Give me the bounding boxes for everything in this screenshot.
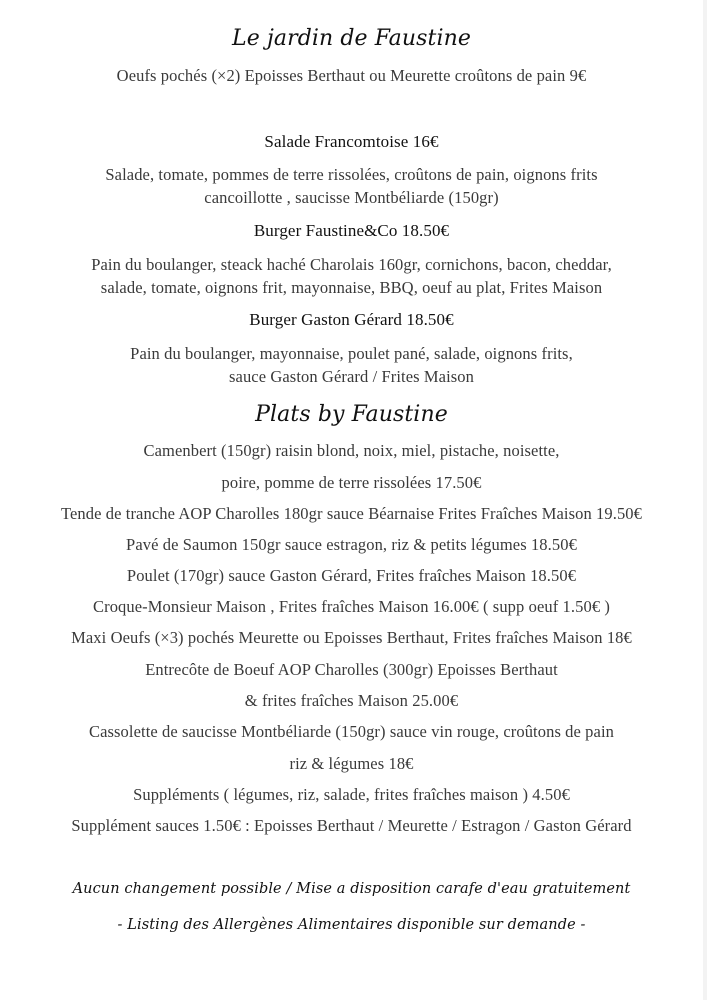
plat-line: Supplément sauces 1.50€ : Epoisses Berthaut / Meurette / Estragon / Gaston Gérard — [71, 816, 632, 835]
plat-line: Tende de tranche AOP Charolles 180gr sauce Béarnaise Frites Fraîches Maison 19.50€ — [60, 504, 643, 523]
dish-desc-burger-faustine-1: Pain du boulanger, steack haché Charolais 160gr, cornichons, bacon, cheddar, — [91, 255, 612, 274]
plat-line: Croque-Monsieur Maison , Frites fraîches Maison 16.00€ ( supp oeuf 1.50€ ) — [93, 597, 610, 616]
dish-desc-burger-gaston-2: sauce Gaston Gérard / Frites Maison — [229, 367, 474, 386]
dish-desc-burger-faustine-2: salade, tomate, oignons frit, mayonnaise, BBQ, oeuf au plat, Frites Maison — [100, 278, 603, 297]
dish-desc-burger-gaston-1: Pain du boulanger, mayonnaise, poulet pané, salade, oignons frits, — [130, 344, 573, 363]
footer-note-allergens: - Listing des Allergènes Alimentaires disponible sur demande - — [117, 917, 586, 933]
plat-line: Cassolette de saucisse Montbéliarde (150gr) sauce vin rouge, croûtons de pain — [88, 722, 614, 741]
plat-line: & frites fraîches Maison 25.00€ — [244, 691, 459, 710]
intro-line: Oeufs pochés (×2) Epoisses Berthaut ou Meurette croûtons de pain 9€ — [116, 66, 587, 85]
plat-line: Poulet (170gr) sauce Gaston Gérard, Frites fraîches Maison 18.50€ — [126, 566, 577, 585]
plat-line: Pavé de Saumon 150gr sauce estragon, riz & petits légumes 18.50€ — [126, 535, 577, 554]
plat-line: Suppléments ( légumes, riz, salade, frites fraîches maison ) 4.50€ — [133, 785, 570, 804]
plat-line: Entrecôte de Boeuf AOP Charolles (300gr) Epoisses Berthaut — [145, 660, 558, 679]
dish-name-burger-gaston: Burger Gaston Gérard 18.50€ — [249, 310, 454, 329]
page-edge — [703, 0, 707, 1000]
dish-desc-salade-1: Salade, tomate, pommes de terre rissolées, croûtons de pain, oignons frits — [105, 165, 598, 184]
plat-line: Maxi Oeufs (×3) pochés Meurette ou Epoisses Berthaut, Frites fraîches Maison 18€ — [71, 628, 632, 647]
dish-name-salade: Salade Francomtoise 16€ — [264, 132, 439, 151]
footer-note-changes: Aucun changement possible / Mise a disposition carafe d'eau gratuitement — [72, 881, 631, 897]
section-title-jardin: Le jardin de Faustine — [232, 26, 471, 51]
dish-desc-salade-2: cancoillotte , saucisse Montbéliarde (150gr) — [204, 188, 499, 207]
dish-name-burger-faustine: Burger Faustine&Co 18.50€ — [253, 221, 450, 240]
plat-line: poire, pomme de terre rissolées 17.50€ — [221, 473, 482, 492]
plat-line: riz & légumes 18€ — [289, 754, 414, 773]
plat-line: Camenbert (150gr) raisin blond, noix, miel, pistache, noisette, — [143, 441, 560, 460]
section-title-plats: Plats by Faustine — [255, 402, 448, 427]
